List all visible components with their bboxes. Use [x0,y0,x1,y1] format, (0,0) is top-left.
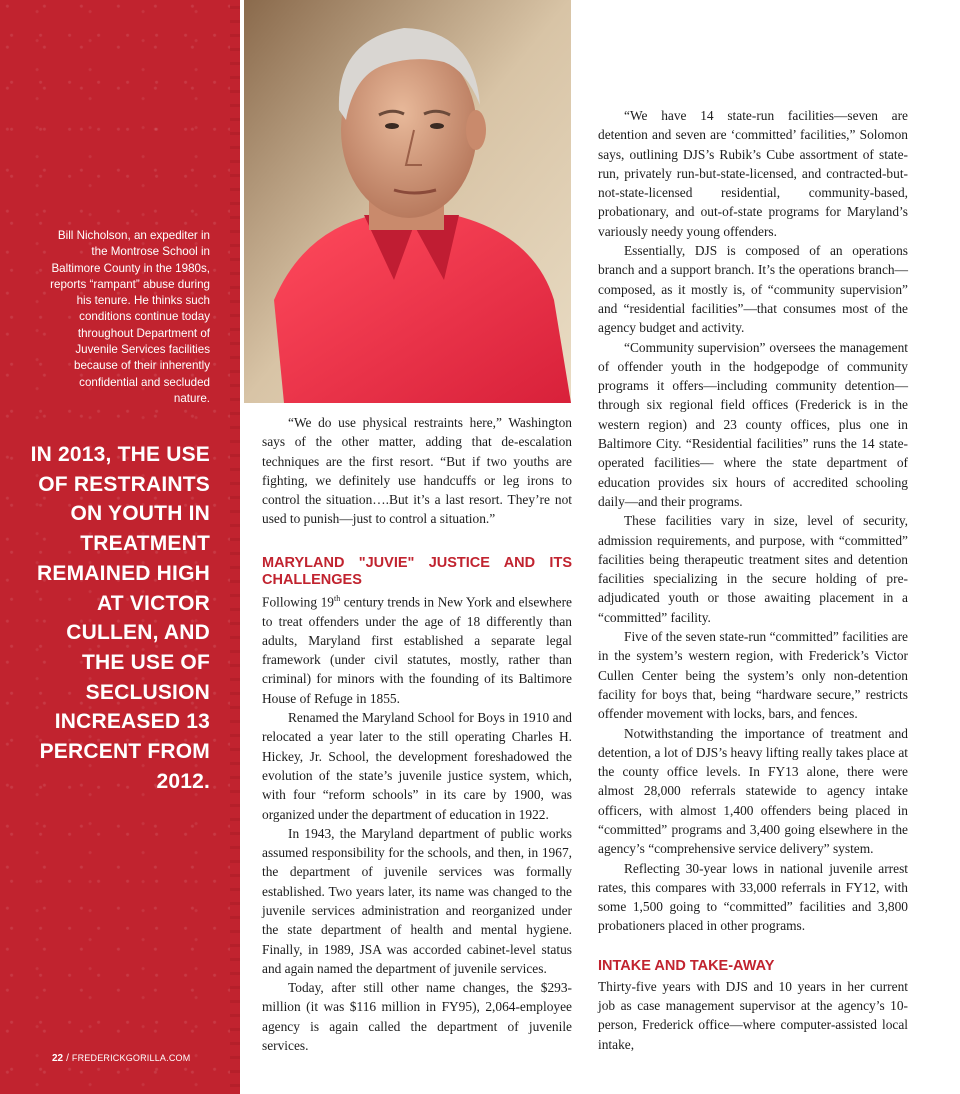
paragraph: Today, after still other name changes, the $293-million (it was $116 million in FY95), 2,064-employee agency is again called the department of juvenile services. [262,980,572,1054]
middle-column [262,413,572,1055]
right-column [598,106,908,1054]
folio: 22 / FREDERICKGORILLA.COM [52,1053,191,1064]
portrait-illustration [244,0,571,403]
paragraph: In 1943, the Maryland department of public works assumed responsibility for the schools, and then, in 1967, the department of juvenile services was formally established. Two years later, its name was changed to the juvenile services administration and reorganized under the state department of health and mental hygiene. Finally, in 1989, JSA was accorded cabinet-level status and again named the department of juvenile services. [262,825,572,976]
paragraph: Renamed the Maryland School for Boys in 1910 and relocated a year later to the still operating Charles H. Hickey, Jr. School, the development foreshadowed the evolution of the state’s juvenile justice system, which, with four “reform schools” in its care by 1900, was organized under the department of education in 1922. [262,710,572,822]
photo-caption: Bill Nicholson, an expediter in the Montrose School in Baltimore County in the 1980s, reports “rampant” abuse during his tenure. He thinks such conditions continue today throughout Department of Juvenile Services facilities because of their inherently confidential and secluded nature. [50,229,210,405]
page-number: 22 [52,1053,64,1064]
paragraph: Essentially, DJS is composed of an operations branch and a support branch. It’s the operations branch—composed, as it mostly is, of “community supervision” and “residential facilities”—that consumes most of the agency budget and activity. [598,243,908,336]
portrait-photo [244,0,571,403]
right-eye [430,123,444,129]
paragraph [262,589,572,708]
site-name: FREDERICKGORILLA.COM [71,1053,191,1063]
paragraph: “We have 14 state-run facilities—seven are detention and seven are ‘committed’ facilities,” Solomon says, outlining DJS’s Rubik’s Cube assortment of state-run, privately run-but-state-licensed, and contracted-but-not-state-licensed residential, community-based, probationary, and out-of-state programs for Maryland’s variously needy young offenders. [598,108,908,239]
section-heading-intake: INTAKE AND TAKE-AWAY [598,957,775,974]
spacer [262,529,572,555]
paragraph: Notwithstanding the importance of treatment and detention, a lot of DJS’s heavy lifting really takes place at the county office levels. In FY13 alone, there were almost 28,000 referrals statewide to agency intake officers, with almost 1,400 offenders being placed in “committed” programs and 3,400 going elsewhere in the agency’s “comprehensive service delivery” system. [598,725,908,857]
paragraph-text: century trends in New York and elsewhere to treat offenders under the age of 18 differently than adults, Maryland first established a separate legal framework (under civil statutes, mostly, rather than criminal) for minors with the founding of its Baltimore House of Refuge in 1855. [262,594,572,706]
superscript: th [333,593,341,603]
paragraph: Five of the seven state-run “committed” facilities are in the system’s western region, with Frederick’s Victor Cullen Center being the system’s only non-detention facility for boys that, being “hardware secure,” restricts offender movement with locks, bars, and fences. [598,629,908,722]
left-eye [385,123,399,129]
pull-quote: IN 2013, THE USE OF RESTRAINTS ON YOUTH IN TREATMENT REMAINED HIGH AT VICTOR CULLEN, AND THE USE OF SECLUSION INCREASED 13 PERCENT FROM 2012. [30,443,210,793]
sidebar-torn-edge [230,0,240,1094]
ear [466,110,486,150]
paragraph: “We do use physical restraints here,” Washington says of the other matter, adding that de-escalation techniques are the first resort. “But if two youths are fighting, we definitely use handcuffs or leg irons to control the situation….But it’s a last resort. They’re not used to punish—just to control a situation.” [262,415,572,527]
paragraph: Reflecting 30-year lows in national juvenile arrest rates, this compares with 33,000 referrals in FY12, with some 1,500 going to “committed” facilities and 3,800 probationers placed in other programs. [598,860,908,934]
paragraph: Thirty-five years with DJS and 10 years in her current job as case management supervisor at the agency’s 10-person, Frederick office—where computer-assisted local intake, [598,978,908,1052]
section-heading-juvie-justice: MARYLAND "JUVIE" JUSTICE AND ITS CHALLENGES [262,554,572,588]
spacer [598,936,908,958]
paragraph-text: Following 19 [262,594,334,610]
paragraph: These facilities vary in size, level of security, admission requirements, and purpose, with “committed” facilities being therapeutic treatment sites and detention facilities specializing in the secure holding of pre-adjudicated youth or those awaiting placement in a “committed” facility. [598,513,908,625]
paragraph: “Community supervision” oversees the management of offender youth in the hodgepodge of community programs it offers—including community detention—through six regional field offices (Frederick is in the western region) and 23 county offices, plus one in Baltimore City. “Residential facilities” runs the 14 state-operated facilities— where the state department of education provides six hours of accredited schooling daily—and their programs. [598,339,908,509]
